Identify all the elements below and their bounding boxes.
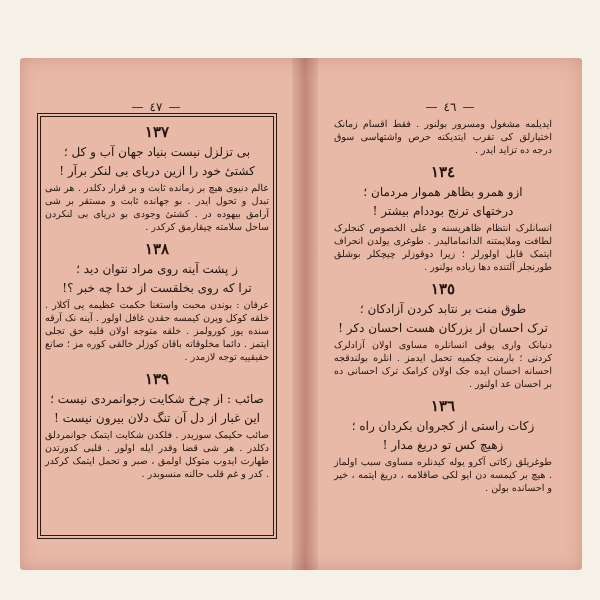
commentary: صائب حکیمک سوزیدر . فلکدن شکایت ایتمک جوانمردلق دکلدر . هر شی قضا وقدر ایله اولور . قلبی کدورتدن طهارت ایدوب متوکل اولمق ، صبر و تحمل ایتمک کرکدر . کدر و غم قلب حالنه منسوبدر . <box>45 430 269 480</box>
section-number: ١٣٨ <box>144 240 170 258</box>
section-136 <box>324 397 562 495</box>
verse-line: درختهای ترنج بوددام بیشتر ! <box>372 204 514 218</box>
page-number: — ٤٦ — <box>420 100 481 114</box>
page-body <box>324 116 562 494</box>
verse-line: ز پشت آینه روی مراد نتوان دید ؛ <box>76 262 238 276</box>
section-135 <box>324 280 562 391</box>
section-139 <box>41 370 273 481</box>
verse-line: صائب : از چرخ شکایت زجوانمردی نیست ؛ <box>50 392 264 406</box>
section-continued <box>324 118 562 157</box>
verse-line: ترا که روی بخلقست از خدا چه خبر ؟! <box>62 281 252 295</box>
commentary: طوغریلق زکاتی آکرو یوله کیدنلره مساوی سبب اولماز . هیچ بر کیمسه دن ایو لکی صاقلامه ، دریغ ایتمه ، خیر و احسانده بولن . <box>334 457 552 494</box>
commentary: انسانلرک انتظام ظاهریسنه و علی الخصوص کنجلرک لطافت وملایمتنه الدانمامالیدر . طوغری یولدن انحراف ایتمک قابل اولورلر ؛ زیرا دوقوزلر چیچکلر بوشلق طورنجلر آلتنده دها زیاده بولنور . <box>334 223 552 273</box>
right-page <box>318 58 582 570</box>
verse-line: ترک احسان از بزرکان هست احسان دکر ! <box>338 321 548 335</box>
commentary: عالم دنیوی هیچ بر زمانده ثابت و بر قرار دکلدر . هر شی تبدل و تحول ایدر . بو جهانده ثابت و مستقر بر شی آرامق بیهوده در . کشتیٔ وجودی بو دریای بی لنکردن ساحل سلامته چیقارمق کرکدر . <box>45 183 269 233</box>
section-134 <box>324 163 562 274</box>
section-number: ١٣٦ <box>430 397 456 415</box>
section-number: ١٣٥ <box>430 280 456 298</box>
section-number: ١٣٧ <box>144 123 170 141</box>
verse-line: طوق منت بر نتابد کردن آزادکان ؛ <box>359 302 527 316</box>
section-number: ١٣٩ <box>144 370 170 388</box>
commentary: دنیانک واری یوقی انسانلره مساوی اولان آزادلرک کردنی ؛ بارمنت چکمیه تحمل ایدمز . انلره بولندقجه احسانه احسان ایده جک اولان کرامک ترک احسانی ده بر احسان عد اولنور . <box>334 340 552 390</box>
left-page <box>20 58 292 570</box>
page-number: — ٤٧ — <box>126 100 187 114</box>
verse-line: بی تزلزل نیست بنیاد جهان آب و کل ؛ <box>63 145 251 159</box>
commentary: ایدیلمه مشغول ومسرور بولنور . فقط اقسام زمانک اختیارلق کی تقرب ایتدیکنه حرص واشتهاسی سوق درجه ده تزاید ایدر . <box>334 119 552 156</box>
commentary: عرفان : بوندن محبت واستغنا حکمت عظیمه یی آکلار . خلقه کوکل ویرن کیمسه حقدن غافل اولور . آینه نک آرقه سنده یوز کورولمز . خلقه متوجه اولان قلبه حق تجلی ایتمز . دائما مخلوقاته باقان کوزلر خالقی کوره مز ؛ صانع حقیقییه توجه لازمدر . <box>45 300 269 363</box>
book-gutter <box>292 58 318 570</box>
verse-line: این غبار از دل آن تنگ دلان بیرون نیست ! <box>54 411 260 425</box>
open-book <box>20 58 582 570</box>
section-138 <box>41 240 273 364</box>
section-number: ١٣٤ <box>430 163 456 181</box>
verse-line: ازو همرو بظاهر هموار مردمان ؛ <box>363 185 523 199</box>
section-137 <box>41 123 273 234</box>
verse-line: کشتیٔ خود را ازین دریای بی لنکر برآر ! <box>59 164 255 178</box>
verse-line: زکات راستی از کجروان بکردان راه ؛ <box>351 419 535 433</box>
verse-line: زهیچ کس تو دریغ مدار ! <box>382 438 504 452</box>
page-frame <box>40 116 274 536</box>
